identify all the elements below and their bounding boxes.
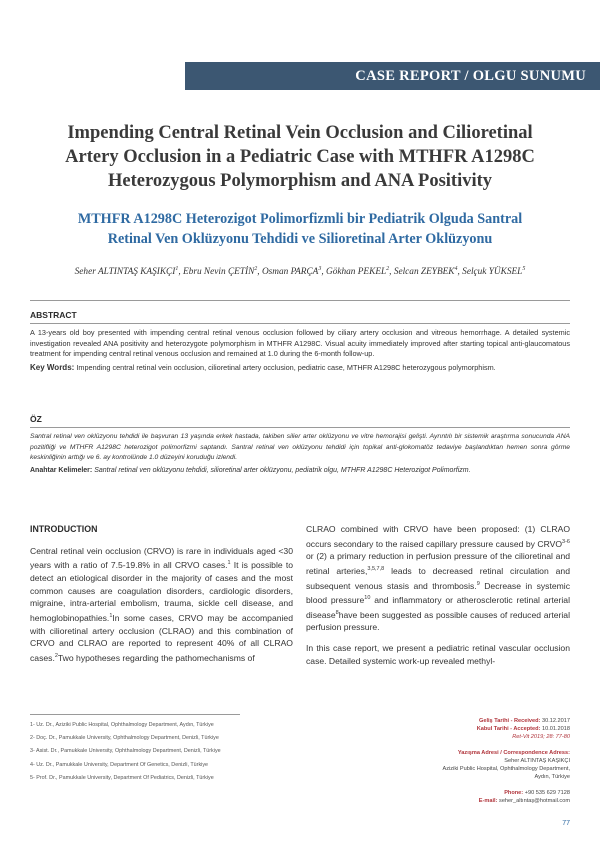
- abstract-heading: ABSTRACT: [30, 310, 570, 324]
- author: Gökhan PEKEL$^2$,: [326, 266, 394, 278]
- affiliation: 1- Uz. Dr., Aziziki Public Hospital, Ophthalmology Department, Aydın, Türkiye: [30, 722, 214, 728]
- page-number: 77: [562, 820, 570, 827]
- affiliation: 4- Uz. Dr., Pamukkale University, Department Of Genetics, Denizli, Türkiye: [30, 761, 209, 768]
- author: Ebru Nevin ÇETİN$^2$,: [183, 266, 262, 278]
- affiliation: 5- Prof. Dr., Pamukkale University, Department Of Pediatrics, Denizli, Türkiye: [30, 774, 214, 781]
- oz-section: [30, 414, 570, 476]
- subtitle-line: MTHFR A1298C Heterozigot Polimorfizmli bir Pediatrik Olguda Santral: [77, 211, 523, 227]
- email-link[interactable]: seher_altıntaş@hotmail.com: [499, 798, 570, 804]
- contact: Phone: +90 535 629 7128 E-mail: seher_altıntaş@hotmail.com: [478, 790, 570, 804]
- author: Selçuk YÜKSEL$^5$: [462, 266, 526, 278]
- subtitle-line: Retinal Ven Oklüzyonu Tehdidi ve Silioretinal Arter Oklüzyonu: [107, 231, 493, 247]
- affiliation: 2- Doç. Dr., Pamukkale University, Ophthalmology Department, Denizli, Türkiye: [30, 735, 219, 742]
- section-label: CASE REPORT / OLGU SUNUMU: [355, 68, 586, 84]
- author: Seher ALTINTAŞ KAŞIKÇI$^1$,: [74, 266, 184, 278]
- title-line: Heterozygous Polymorphism and ANA Positivity: [107, 171, 493, 191]
- author-list: [20, 266, 580, 277]
- paragraph: CLRAO combined with CRVO have been proposed: (1) CLRAO occurs secondary to the raised capillary pressure caused by CRVO$^{3-6}$ or (2) a primary reduction in perfusion pressure of the cilioretinal and retinal arteries,$^{3,5,7,8}$ leads to decreased retinal circulation and subsequent venous stasis and thrombosis.$^9$ Decrease in systemic blood pressure$^{10}$ and inflammatory or atherosclerotic retinal arterial disease$^8$have been suggested as possible causes of reduced arterial perfusion pressure.: [306, 524, 570, 633]
- title-line: Impending Central Retinal Vein Occlusion and Cilioretinal: [67, 123, 533, 143]
- paragraph: Central retinal vein occlusion (CRVO) is rare in individuals aged <30 years with a ratio of 7.5-19.8% in all CRVO cases.$^1$ It is possible to detect an etiological disorder in the majority of cases and the most common causes are coagulation disorders, cardiologic disorders, migraine, intra-arterial embolism, trauma, sickle cell disease, and hemoglobinopathies.$^1$In some cases, CRVO may be accompanied with cilioretinal artery occlusion (CLRAO) and this combination of CRVO and CLRAO are reported to represent 40% of all CLRAO cases.$^2$Two hypotheses regarding the pathomechanisms of: [30, 545, 293, 663]
- body-column-right: [306, 523, 570, 675]
- oz-heading: ÖZ: [30, 414, 570, 428]
- paragraph: In this case report, we present a pediatric retinal vascular occlusion case. Detailed systemic work-up revealed methyl-: [306, 642, 570, 666]
- author: Osman PARÇA$^3$,: [261, 266, 326, 278]
- article-title-turkish: [30, 209, 570, 249]
- anahtar-kelimeler: Anahtar Kelimeler: Santral retinal ven oklüzyonu tehdidi, silioretinal arter oklüzyonu, pediatrik olgu, MTHFR A1298C Heterozigot Polimorfizm.: [30, 466, 471, 474]
- correspondence-address: Yazışma Adresi / Correspondence Adress: Seher ALTINTAŞ KAŞIKÇI Aziziki Public Hospital, Ophthalmology Department, Aydın, Türkiye: [442, 750, 570, 780]
- abstract-text: A 13-years old boy presented with impending central retinal venous occlusion followed by ciliary artery occlusion and vitreous hemorrhage. A detailed systemic investigation revealed ANA positivity and heterozygote polymorphism in MTHFR A1298C. Visual acuity immediately improved after starting topical anti-glaucomatous treatment for impending central retinal venous occlusion and remained at 1.0 during the 6-month follow-up.: [30, 328, 570, 359]
- article-title: [20, 121, 580, 193]
- divider: [30, 300, 570, 301]
- title-line: Artery Occlusion in a Pediatric Case with MTHFR A1298C: [65, 147, 535, 167]
- dates: Geliş Tarihi - Received: 30.12.2017 Kabul Tarihi - Accepted: 10.01.2018 Ret-Vit 2019; 28: 77-80: [330, 717, 570, 741]
- affiliation: 3- Asist. Dr., Pamukkale University, Ophthalmology Department, Denizli, Türkiye: [30, 748, 221, 755]
- section-banner: [185, 62, 600, 90]
- oz-text: Santral retinal ven oklüzyonu tehdidi ile başvuran 13 yaşında erkek hastada, takiben silier arter oklüzyonu ve vitre hemorajisi gelişti. Ayrıntılı bir sistemik araştırma sonucunda ANA pozitifliği ve MTHFR A1298C heterozigot polimorfizmi saptandı. Santral retinal ven oklüzyonu tehdidi için topikal anti-glokomatöz tedaviye başlandıktan hemen sonra görme keskinliğinin arttığı ve 6. ay kontrolünde 1.0 düzeyini koruduğu izlendi.: [30, 433, 570, 462]
- footnote-divider: [30, 714, 240, 715]
- abstract-section: [30, 310, 570, 373]
- correspondence-box: [330, 717, 570, 813]
- affiliations: [30, 719, 300, 785]
- journal-reference: Ret-Vit 2019; 28: 77-80: [512, 734, 570, 740]
- introduction-heading: INTRODUCTION: [30, 524, 98, 534]
- body-column-left: [30, 523, 293, 673]
- author: Selcan ZEYBEK$^4$,: [393, 266, 463, 278]
- keywords: Key Words: Impending central retinal vein occlusion, cilioretinal artery occlusion, pediatric case, MTHFR A1298C heterozygous polymorphism.: [30, 362, 496, 372]
